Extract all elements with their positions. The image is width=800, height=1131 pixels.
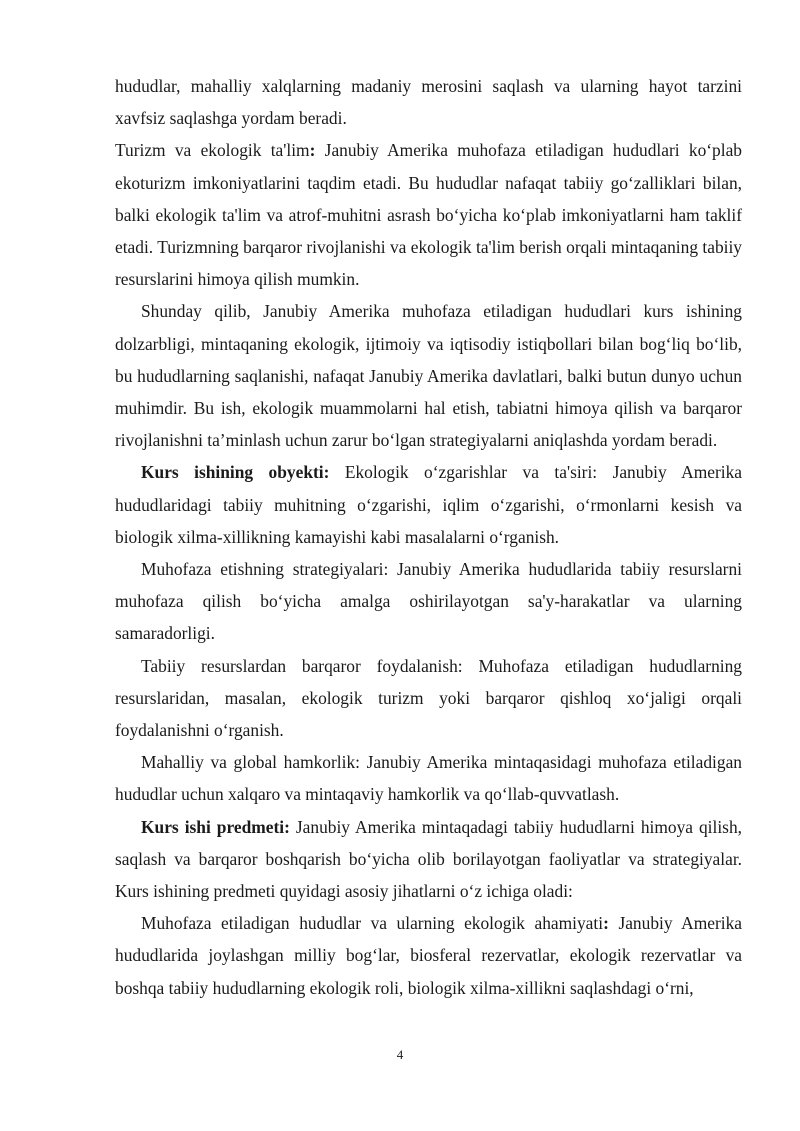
paragraph-9 [115, 907, 742, 1004]
paragraph-lead-colon: : [603, 913, 609, 934]
paragraph-text: Janubiy Amerika mintaqadagi tabiiy hududlarni himoya qilish, saqlash va barqaror boshqarish bo‘yicha olib borilayotgan faoliyatlar va strategiyalar. Kurs ishining predmeti quyidagi asosiy jihatlarni o‘z ichiga oladi: [115, 816, 742, 902]
paragraph-text: Tabiiy resurslardan barqaror foydalanish: Muhofaza etiladigan hududlarning resurslaridan, masalan, ekologik turizm yoki barqaror qishloq xo‘jaligi orqali foydalanishni o‘rganish. [115, 655, 742, 741]
paragraph-text: hududlar, mahalliy xalqlarning madaniy merosini saqlash va ularning hayot tarzini xavfsiz saqlashga yordam beradi. [115, 76, 742, 129]
paragraph-text: Ekologik o‘zgarishlar va ta'siri: Janubiy Amerika hududlaridagi tabiiy muhitning o‘zgarishi, iqlim o‘zgarishi, o‘rmonlarni kesish va biologik xilma-xillikning kamayishi kabi masalalarni o‘rganish. [115, 462, 742, 547]
paragraph-2 [115, 134, 742, 295]
paragraph-text: Mahalliy va global hamkorlik: Janubiy Amerika mintaqasidagi muhofaza etiladigan hududlar uchun xalqaro va mintaqaviy hamkorlik va qo‘llab-quvvatlash. [115, 752, 742, 805]
paragraph-6 [115, 650, 742, 747]
paragraph-lead: Turizm va ekologik ta'lim [115, 140, 310, 161]
paragraph-4 [115, 456, 742, 553]
paragraph-1 [115, 70, 742, 134]
paragraph-lead-colon: : [309, 140, 316, 161]
paragraph-3 [115, 295, 742, 456]
paragraph-lead: Muhofaza etiladigan hududlar va ularning ekologik ahamiyati [141, 913, 604, 934]
paragraph-8 [115, 811, 742, 908]
paragraph-heading: Kurs ishining obyekti: [141, 462, 330, 483]
paragraph-text: Muhofaza etishning strategiyalari: Janubiy Amerika hududlarida tabiiy resurslarni muhofaza qilish bo‘yicha amalga oshirilayotgan sa'y-harakatlar va ularning samaradorligi. [115, 559, 742, 644]
paragraph-text: Janubiy Amerika muhofaza etiladigan hududlari ko‘plab ekoturizm imkoniyatlarini taqdim etadi. Bu hududlar nafaqat tabiiy go‘zalliklari bilan, balki ekologik ta'lim va atrof-muhitni asrash bo‘yicha ko‘plab imkoniyatlarni ham taklif etadi. Turizmning barqaror rivojlanishi va ekologik ta'lim berish orqali mintaqaning tabiiy resurslarini himoya qilish mumkin. [115, 140, 742, 290]
paragraph-text: Shunday qilib, Janubiy Amerika muhofaza etiladigan hududlari kurs ishining dolzarbligi, mintaqaning ekologik, ijtimoiy va iqtisodiy istiqbollari bilan bog‘liq bo‘lib, bu hududlarning saqlanishi, nafaqat Janubiy Amerika davlatlari, balki butun dunyo uchun muhimdir. Bu ish, ekologik muammolarni hal etish, tabiatni himoya qilish va barqaror rivojlanishni ta’minlash uchun zarur bo‘lgan strategiyalarni aniqlashda yordam beradi. [115, 301, 742, 451]
paragraph-5 [115, 553, 742, 650]
paragraph-text: Janubiy Amerika hududlarida joylashgan milliy bog‘lar, biosferal rezervatlar, ekologik rezervatlar va boshqa tabiiy hududlarning ekologik roli, biologik xilma-xillikni saqlashdagi o‘rni, [115, 913, 742, 998]
document-page [115, 70, 742, 1004]
page-number: 4 [396, 1047, 404, 1062]
paragraph-heading: Kurs ishi predmeti: [141, 816, 290, 837]
paragraph-7 [115, 746, 742, 810]
